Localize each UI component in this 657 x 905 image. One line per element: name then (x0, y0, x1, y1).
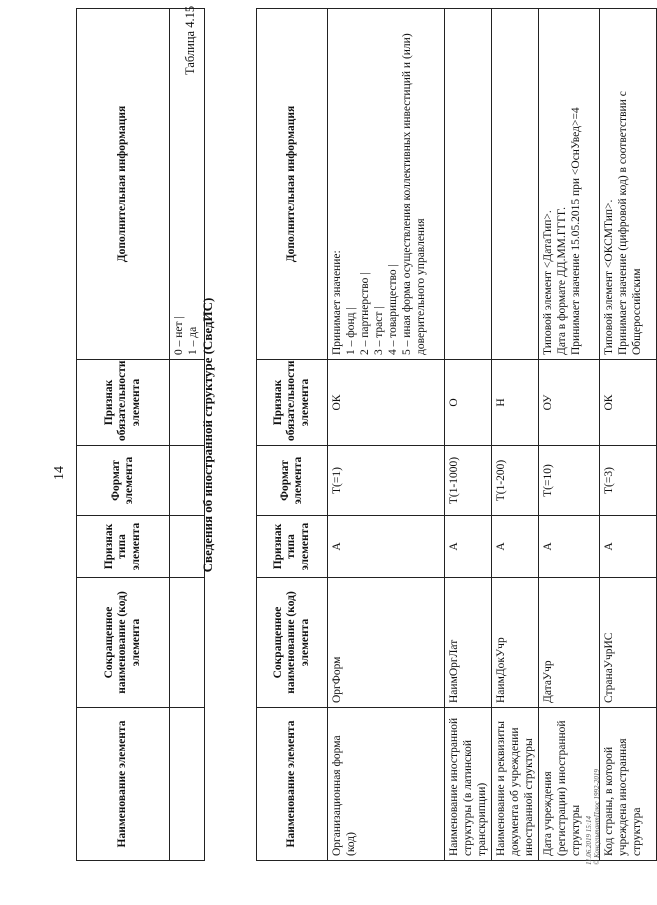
cell-type: А (600, 516, 657, 578)
top-table (76, 5, 205, 861)
cell-format: T(=10) (539, 446, 600, 516)
info-line: Принимает значение: (331, 250, 343, 355)
header-format: Формат элемента (257, 446, 328, 516)
header-code: Сокращенное наименование (код) элемента (257, 578, 328, 708)
info-line: Принимает значение 15.05.2015 при <ОснУвед>=4 (570, 107, 583, 355)
top-table-header (77, 9, 170, 861)
header-required: Признак обязательности элемента (77, 360, 170, 446)
cell-type: А (445, 516, 492, 578)
cell-info (492, 9, 539, 360)
cell-type: А (492, 516, 539, 578)
page-number: 14 (52, 466, 67, 480)
header-required: Признак обязательности элемента (257, 360, 328, 446)
header-format: Формат элемента (77, 446, 170, 516)
cell-format: T(=3) (600, 446, 657, 516)
cell-format: T(1-200) (492, 446, 539, 516)
info-line: Дата в формате ДД.ММ.ГГГГ. (556, 207, 569, 355)
info-line: Типовой элемент <ОКСМТип>. (603, 199, 616, 355)
info-line: 0 – нет | (173, 316, 185, 355)
info-line: 3 – траст | (373, 306, 386, 355)
info-line: Типовой элемент <ДатаТип>. (542, 210, 555, 355)
cell-required: ОК (328, 360, 445, 446)
cell-info (539, 9, 600, 360)
cell-name: Наименование иностранной структуры (в латинской транскрипции) (445, 708, 492, 861)
table-caption: Таблица 4.15 (183, 5, 197, 75)
cell-name: Дата учреждения (регистрации) иностранной структуры (539, 708, 600, 861)
info-line: 5 – иная форма осуществления коллективных инвестиций и (или) доверительного управления (401, 33, 428, 355)
cell-type: А (328, 516, 445, 578)
info-line: 4 – товарищество | (387, 264, 400, 355)
cell-type: А (539, 516, 600, 578)
table-row (328, 9, 445, 861)
table-row (492, 9, 539, 861)
table-row (539, 9, 600, 861)
cell-code: НаимДокУчр (492, 578, 539, 708)
cell-name: Наименование и реквизиты документа об учреждении иностранной структуры (492, 708, 539, 861)
cell-format: T(=1) (328, 446, 445, 516)
info-line: 2 – партнерство | (359, 272, 372, 355)
main-table-header (257, 9, 328, 861)
print-stamp (585, 769, 601, 865)
info-line: 1 – фонд | (345, 307, 358, 355)
table-row (600, 9, 657, 861)
cell-info (328, 9, 445, 360)
cell-info (600, 9, 657, 360)
info-line: 1 – да (187, 326, 200, 355)
cell-code: ДатаУчр (539, 578, 600, 708)
main-table (256, 8, 657, 861)
header-info: Дополнительная информация (257, 9, 328, 360)
cell-name: Код страны, в которой учреждена иностранная структура (600, 708, 657, 861)
cell-required: Н (492, 360, 539, 446)
header-name: Наименование элемента (257, 708, 328, 861)
cell-name: Организационная форма (код) (328, 708, 445, 861)
header-type: Признак типа элемента (257, 516, 328, 578)
cell-info (445, 9, 492, 360)
stamp-line: © КонсультантПлюс 1992-2019 (593, 769, 602, 865)
cell-code: ОргФорм (328, 578, 445, 708)
header-code: Сокращенное наименование (код) элемента (77, 578, 170, 708)
header-info: Дополнительная информация (77, 9, 170, 360)
cell-required: ОУ (539, 360, 600, 446)
header-name: Наименование элемента (77, 708, 170, 861)
cell-required: ОК (600, 360, 657, 446)
stamp-line: 11.06.2019 15:14 (585, 815, 593, 865)
table-row (445, 9, 492, 861)
section-title: Сведения об иностранной структуре (СведИС) (200, 297, 215, 573)
cell-code: СтранаУчрИС (600, 578, 657, 708)
cell-format: T(1-1000) (445, 446, 492, 516)
info-line: Принимает значение (цифровой код) в соответствии с Общероссийским (617, 91, 644, 355)
cell-code: НаимОргЛат (445, 578, 492, 708)
cell-required: О (445, 360, 492, 446)
header-type: Признак типа элемента (77, 516, 170, 578)
